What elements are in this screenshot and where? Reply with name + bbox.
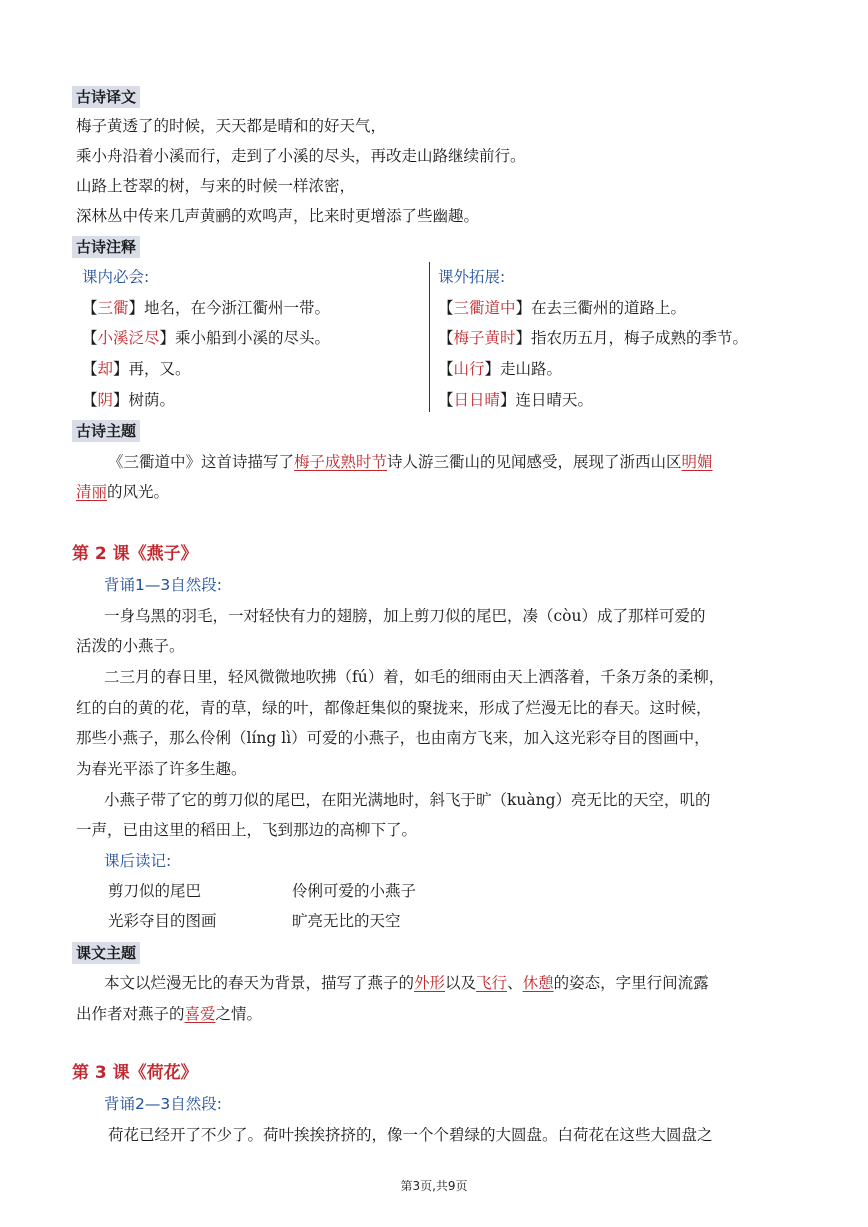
- text-line: 小燕子带了它的剪刀似的尾巴，在阳光满地时，斜飞于旷（kuàng）亮无比的天空，叽的: [104, 791, 711, 809]
- text: 的姿态，字里行间流露: [553, 974, 709, 992]
- text: 、: [507, 974, 523, 992]
- text-line: 一身乌黑的羽毛，一对轻快有力的翅膀，加上剪刀似的尾巴，凑（còu）成了那样可爱的: [104, 607, 706, 625]
- key-phrase: 外形: [414, 974, 446, 992]
- text: 以及: [445, 974, 477, 992]
- note-term: 却: [97, 360, 114, 378]
- word-item: 剪刀似的尾巴: [108, 882, 202, 900]
- poem-theme-line: [108, 451, 713, 473]
- page-footer: 第3页,共9页: [400, 1179, 468, 1193]
- section-label-poem-theme: 古诗主题: [72, 420, 140, 442]
- note-term: 日日晴: [453, 391, 501, 409]
- text: 诗人游三衢山的见闻感受，展现了浙西山区: [387, 453, 682, 471]
- key-phrase: 梅子成熟时节: [294, 453, 388, 471]
- note-term: 梅子黄时: [453, 329, 516, 347]
- translation-line: 梅子黄透了的时候，天天都是晴和的好天气，: [76, 117, 387, 135]
- note-term: 山行: [453, 360, 485, 378]
- word-item: 光彩夺目的图画: [108, 912, 217, 930]
- text: 《三衢道中》这首诗描写了: [108, 453, 295, 471]
- text-line: 一声，已由这里的稻田上，飞到那边的高柳下了。: [76, 821, 418, 839]
- text-line: 红的白的黄的花，青的草，绿的叶，都像赶集似的聚拢来，形成了烂漫无比的春天。这时候，: [76, 699, 712, 717]
- text-line: 二三月的春日里，轻风微微地吹拂（fú）着，如毛的细雨由天上洒落着，千条万条的柔柳，: [104, 668, 725, 686]
- key-phrase: 飞行: [476, 974, 508, 992]
- note-item: 【小溪泛尽】乘小船到小溪的尽头。: [82, 329, 331, 347]
- note-item: 【三衢道中】在去三衢州的道路上。: [438, 299, 687, 317]
- text: 本文以烂漫无比的春天为背景，描写了燕子的: [104, 974, 415, 992]
- section-label-text-theme: 课文主题: [72, 942, 140, 964]
- note-def: 走山路。: [500, 360, 563, 378]
- text: 出作者对燕子的: [76, 1005, 185, 1023]
- note-def: 树荫。: [128, 391, 176, 409]
- note-item: 【阴】树荫。: [82, 391, 176, 409]
- section-label-translation: 古诗译文: [72, 86, 140, 108]
- after-class-label: 课后读记:: [104, 852, 172, 870]
- key-phrase: 清丽: [76, 483, 108, 501]
- notes-divider: [429, 262, 430, 412]
- recite-label: 背诵2—3自然段:: [104, 1095, 222, 1113]
- note-term: 小溪泛尽: [97, 329, 160, 347]
- key-phrase: 明媚: [681, 453, 713, 471]
- lesson-2-title: 第 2 课《燕子》: [72, 544, 198, 564]
- notes-right-title: 课外拓展:: [438, 268, 506, 286]
- text-theme-line: [104, 972, 709, 994]
- note-def: 指农历五月，梅子成熟的季节。: [531, 329, 749, 347]
- note-item: 【日日晴】连日晴天。: [438, 391, 594, 409]
- note-def: 再，又。: [128, 360, 191, 378]
- text: 的风光。: [107, 483, 170, 501]
- translation-line: 深林丛中传来几声黄鹂的欢鸣声，比来时更增添了些幽趣。: [76, 207, 480, 225]
- text-line: 活泼的小燕子。: [76, 637, 185, 655]
- recite-label: 背诵1—3自然段:: [104, 576, 222, 594]
- text-line: 为春光平添了许多生趣。: [76, 760, 247, 778]
- lesson-3-title: 第 3 课《荷花》: [72, 1063, 198, 1083]
- translation-line: 乘小舟沿着小溪而行，走到了小溪的尽头，再改走山路继续前行。: [76, 147, 526, 165]
- note-def: 乘小船到小溪的尽头。: [175, 329, 331, 347]
- translation-line: 山路上苍翠的树，与来的时候一样浓密，: [76, 177, 356, 195]
- note-item: 【山行】走山路。: [438, 360, 563, 378]
- key-phrase: 休憩: [522, 974, 554, 992]
- note-def: 在去三衢州的道路上。: [531, 299, 687, 317]
- text-line: 那些小燕子，那么伶俐（líng lì）可爱的小燕子，也由南方飞来，加入这光彩夺目的图画中，: [76, 729, 710, 747]
- note-item: 【却】再，又。: [82, 360, 191, 378]
- section-label-notes: 古诗注释: [72, 236, 140, 258]
- key-phrase: 喜爱: [184, 1005, 216, 1023]
- notes-left-title: 课内必会:: [82, 268, 150, 286]
- note-term: 三衢道中: [453, 299, 516, 317]
- word-item: 旷亮无比的天空: [292, 912, 401, 930]
- text-theme-line: [76, 1003, 262, 1025]
- note-term: 三衢: [97, 299, 129, 317]
- text-line: 荷花已经开了不少了。荷叶挨挨挤挤的，像一个个碧绿的大圆盘。白荷花在这些大圆盘之: [108, 1126, 713, 1144]
- note-item: 【梅子黄时】指农历五月，梅子成熟的季节。: [438, 329, 749, 347]
- note-def: 连日晴天。: [515, 391, 594, 409]
- text: 之情。: [215, 1005, 263, 1023]
- note-term: 阴: [97, 391, 114, 409]
- poem-theme-line: [76, 481, 169, 503]
- note-item: 【三衢】地名，在今浙江衢州一带。: [82, 299, 331, 317]
- word-item: 伶俐可爱的小燕子: [292, 882, 417, 900]
- note-def: 地名，在今浙江衢州一带。: [144, 299, 331, 317]
